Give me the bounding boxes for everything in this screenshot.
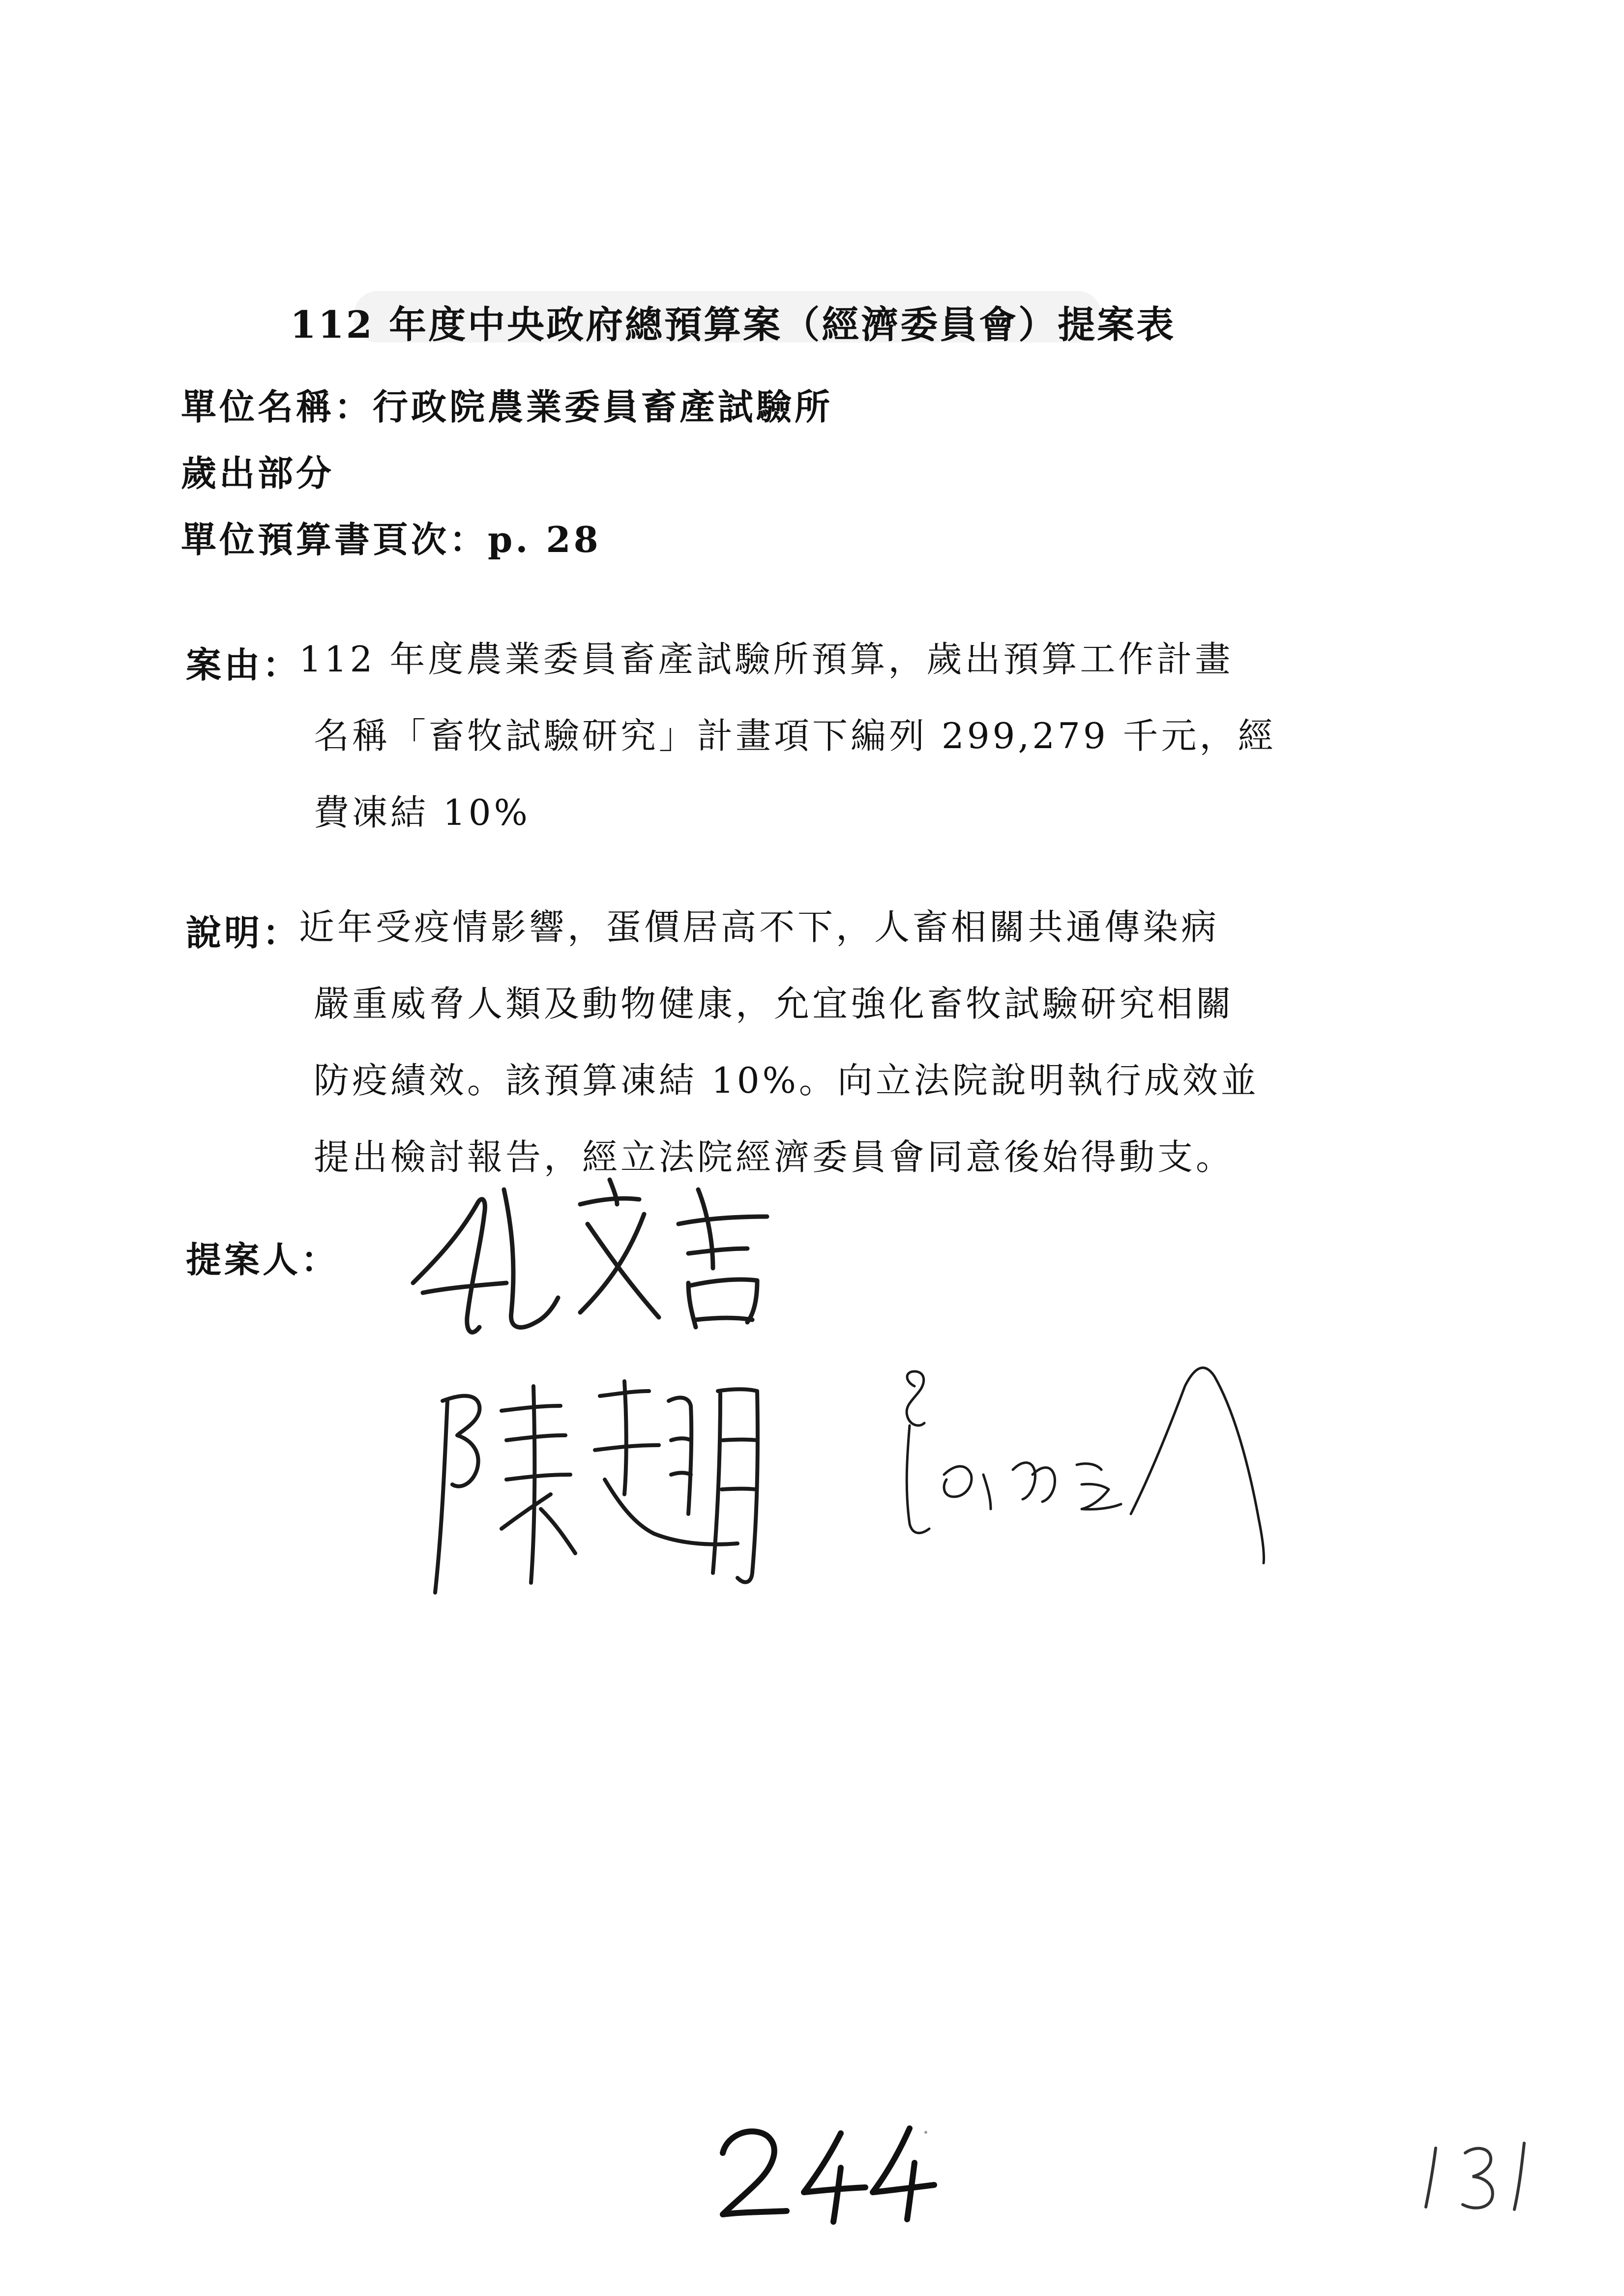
budget-page-line: 單位預算書頁次：p. 28 (181, 519, 601, 560)
page-title: 112 年度中央政府總預算案（經濟委員會）提案表 (290, 303, 1176, 347)
case-line: 名稱「畜牧試驗研究」計畫項下編列 299,279 千元，經 (314, 715, 1276, 756)
scan-speck (924, 2131, 927, 2134)
case-body (299, 637, 1405, 867)
signature-1 (393, 1170, 816, 1349)
explanation-line: 防疫績效。該預算凍結 10%。向立法院說明執行成效並 (314, 1060, 1259, 1101)
signature-2 (423, 1366, 806, 1604)
case-line: 費凍結 10% (314, 792, 531, 833)
proposer-label: 提案人： (186, 1239, 340, 1280)
unit-name-line: 單位名稱：行政院農業委員畜產試驗所 (181, 386, 833, 428)
page-number (713, 2114, 949, 2229)
document-number (1416, 2128, 1544, 2219)
case-label: 案由： (186, 644, 301, 686)
explanation-line: 嚴重威脅人類及動物健康，允宜強化畜牧試驗研究相關 (314, 983, 1235, 1024)
explanation-line: 提出檢討報告，經立法院經濟委員會同意後始得動支。 (314, 1136, 1235, 1178)
signature-3 (885, 1327, 1288, 1585)
section-type-line: 歲出部分 (181, 452, 335, 494)
explanation-line: 近年受疫情影響，蛋價居高不下，人畜相關共通傳染病 (299, 906, 1220, 948)
explanation-label: 說明： (186, 912, 301, 954)
case-line: 112 年度農業委員畜產試驗所預算，歲出預算工作計畫 (299, 639, 1234, 680)
explanation-body (299, 904, 1405, 1211)
